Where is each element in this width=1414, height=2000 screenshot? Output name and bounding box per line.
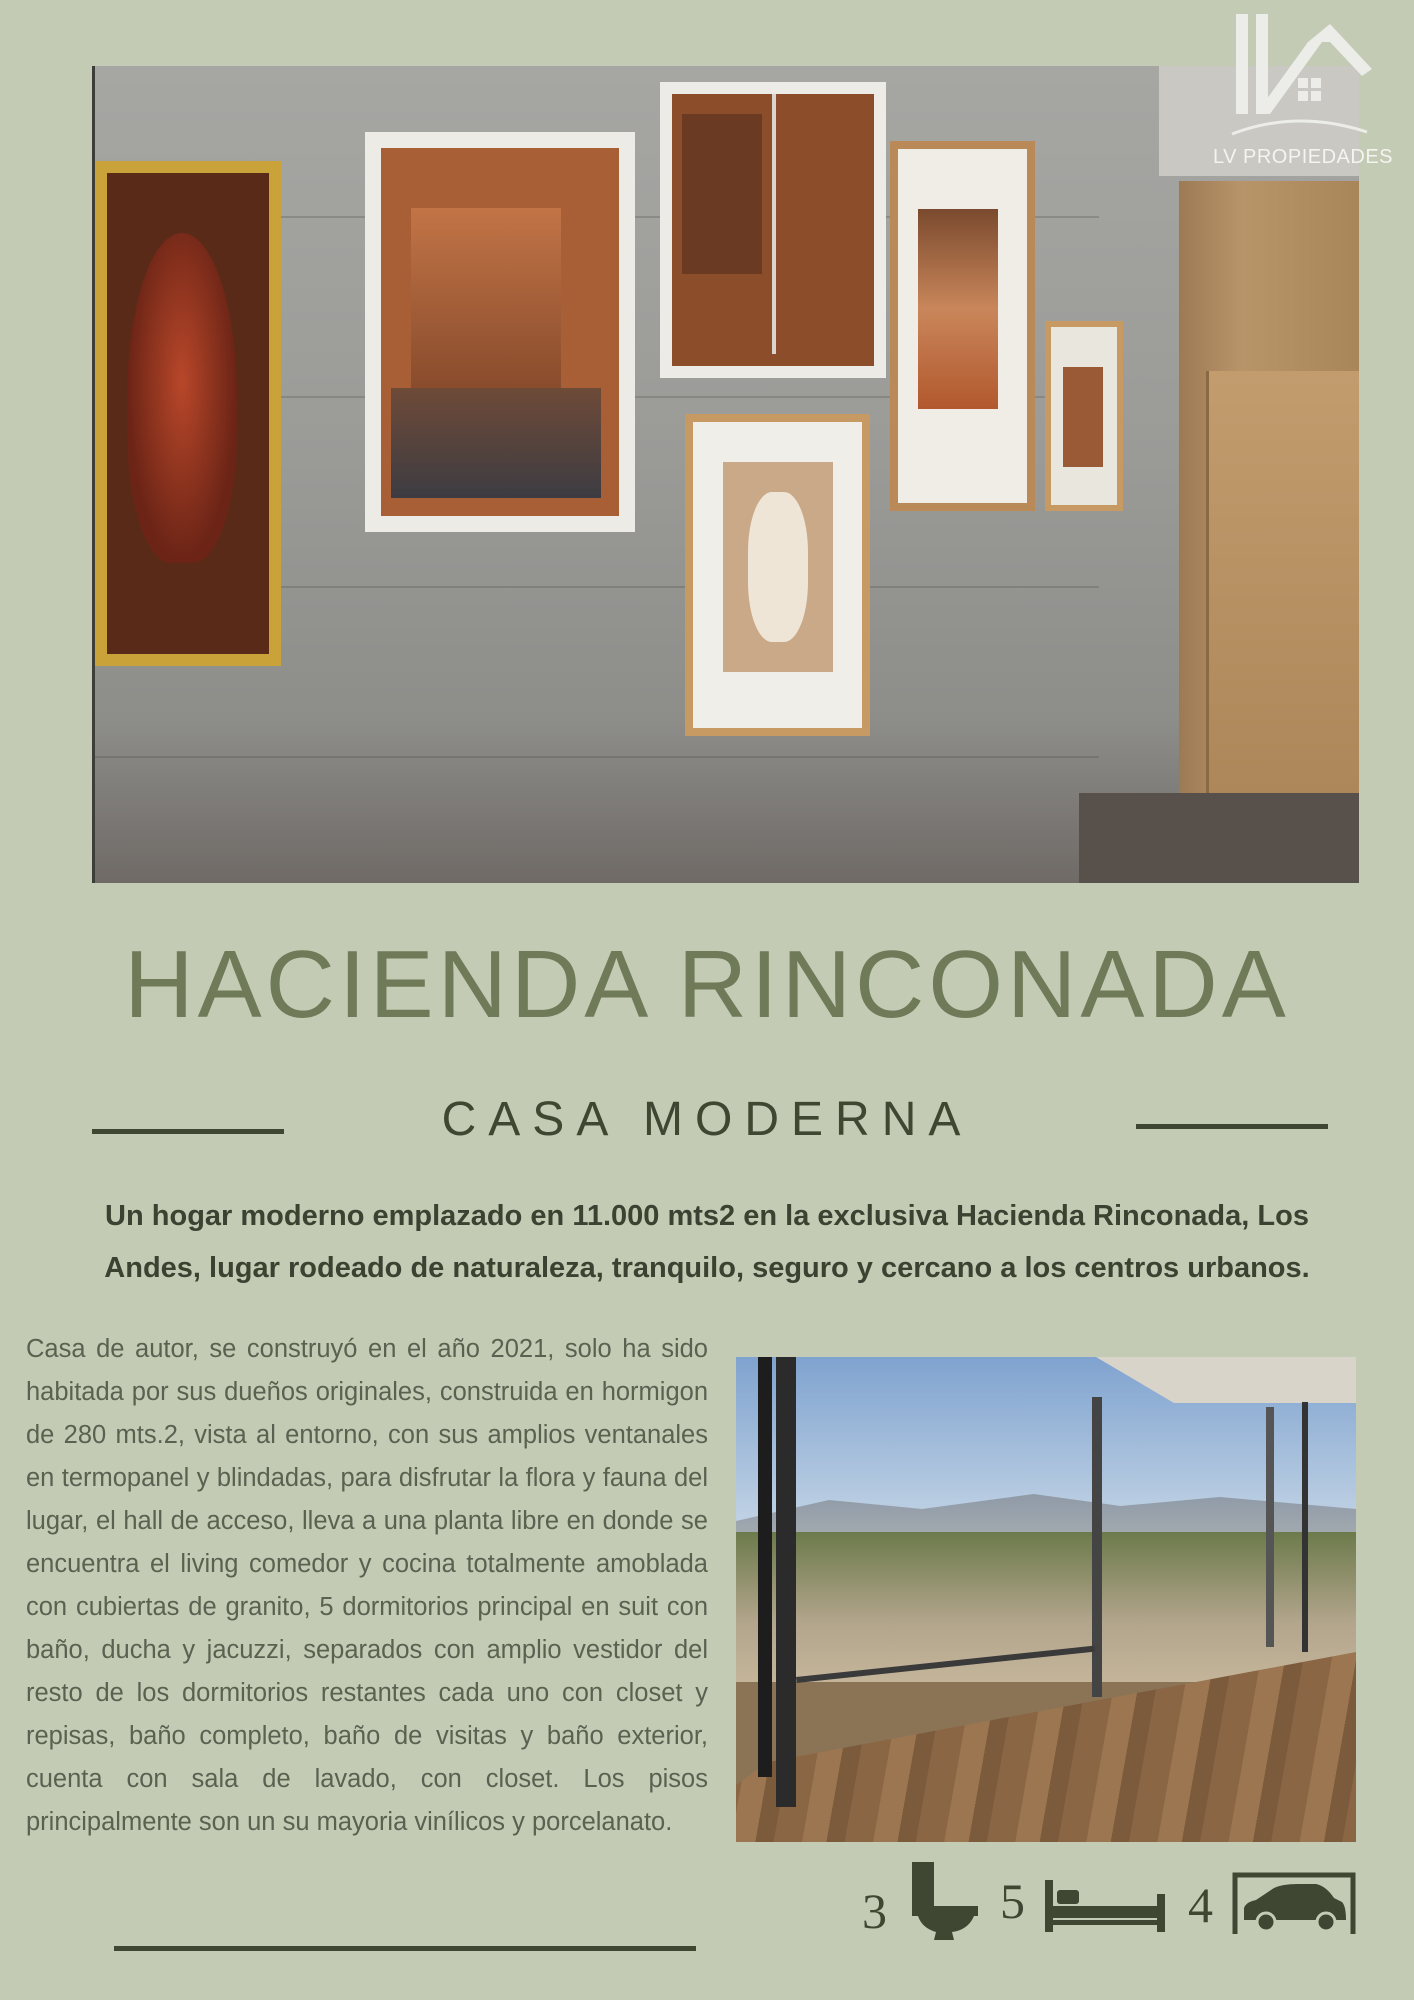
window-mullion (1092, 1397, 1102, 1697)
landscape (736, 1532, 1356, 1682)
property-title: HACIENDA RINCONADA (124, 931, 1290, 1038)
wall-seam (95, 756, 1099, 758)
window-view-photo (736, 1357, 1356, 1842)
window-mullion (1302, 1402, 1308, 1652)
window-door-frame (776, 1357, 796, 1807)
brand-name: LV PROPIEDADES (1212, 146, 1394, 168)
feature-stats (860, 1872, 1360, 1952)
toilet-icon (910, 1862, 980, 1952)
painting-wood-frame-center (685, 414, 870, 736)
painting-white-frame-top (660, 82, 886, 378)
bathrooms-count: 3 (862, 1883, 887, 1939)
property-subtitle: CASA MODERNA (441, 1093, 973, 1146)
gallery-wall-photo (92, 66, 1359, 883)
bed-icon (1045, 1880, 1165, 1944)
bedrooms-count: 5 (1000, 1873, 1025, 1929)
painting-wood-frame-right (890, 141, 1035, 511)
subtitle-rule-right (1136, 1124, 1328, 1129)
painting-small-right (1045, 321, 1123, 511)
lead-paragraph: Un hogar moderno emplazado en 11.000 mts2 en la exclusiva Hacienda Rinconada, Los Andes, lugar rodeado de naturaleza, tranquilo, seguro y cercano a los centros urbanos. (104, 1200, 1310, 1284)
painting-gold-frame (95, 161, 281, 666)
subtitle-rule-left (92, 1129, 284, 1134)
car-garage-icon (1232, 1872, 1356, 1946)
parking-count: 4 (1188, 1877, 1213, 1933)
painting-white-frame-large (365, 132, 635, 532)
floor (1079, 793, 1359, 883)
description-paragraph: Casa de autor, se construyó en el año 2021, solo ha sido habitada por sus dueños originales, construida en hormigon de 280 mts.2, vista al entorno, con sus amplios ventanales en termopanel y blindadas, para disfrutar la flora y fauna del lugar, el hall de acceso, lleva a una planta libre en donde se encuentra el living comedor y cocina totalmente amoblada con cubiertas de granito, 5 dormitorios principal en suit con baño, ducha y jacuzzi, separados con amplio vestidor del resto de los dormitorios restantes cada uno con closet y repisas, baño completo, baño de visitas y baño exterior, cuenta con sala de lavado, con closet. Los pisos principalmente son un su mayoria vinílicos y porcelanato. (26, 1335, 708, 1836)
window-mullion (1266, 1407, 1274, 1647)
logo-mark (1212, 14, 1382, 144)
bottom-rule (114, 1946, 696, 1951)
window-mullion (758, 1357, 772, 1777)
wood-door (1206, 371, 1359, 851)
